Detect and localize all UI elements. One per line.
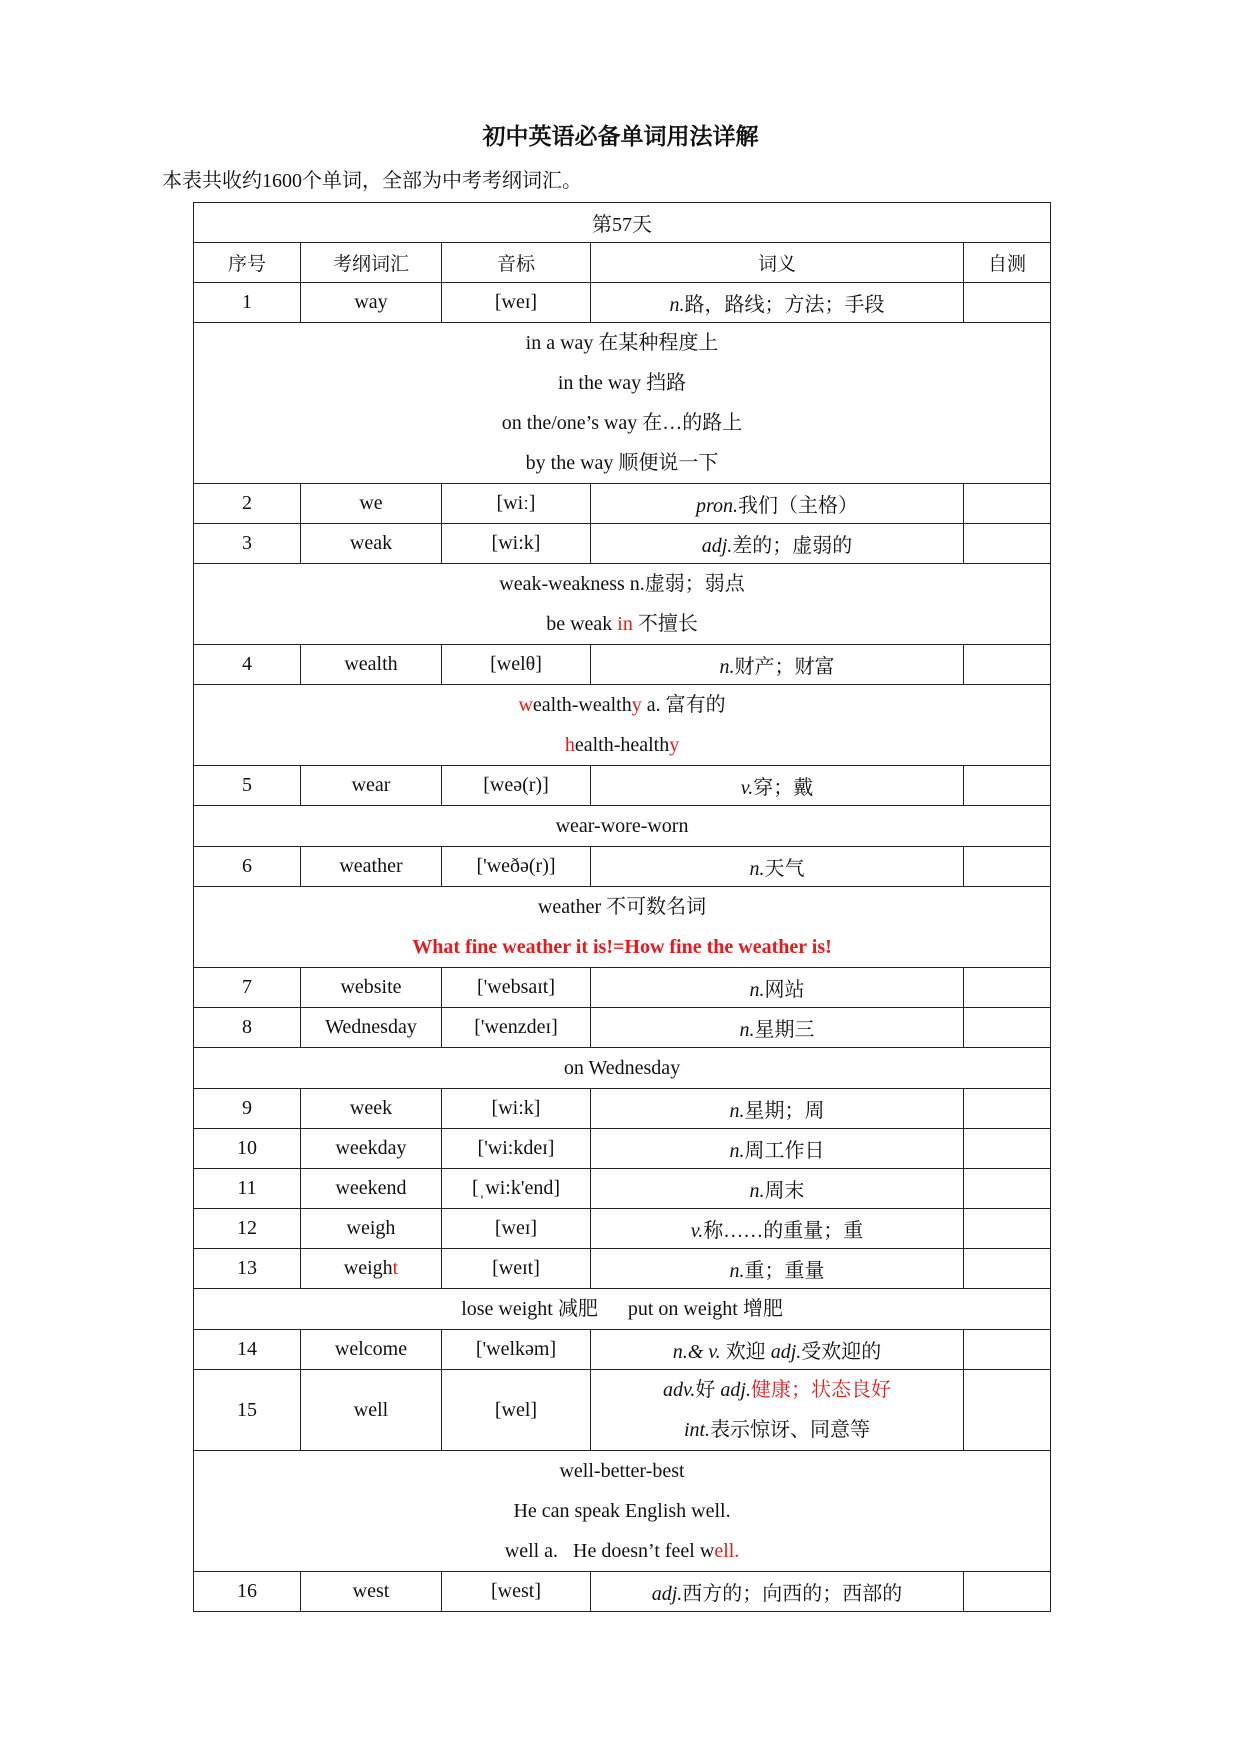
definition: 重；重量 — [744, 1260, 825, 1282]
part-of-speech: n. — [749, 979, 765, 1001]
col-header-ipa: 音标 — [442, 243, 591, 283]
col-header-no: 序号 — [194, 243, 301, 283]
word-meaning — [591, 1169, 964, 1209]
word-meaning — [591, 283, 964, 323]
self-test-cell[interactable] — [964, 645, 1051, 685]
word-row — [194, 1008, 1051, 1048]
word-row — [194, 1129, 1051, 1169]
definition: 周末 — [764, 1180, 805, 1202]
part-of-speech: n. — [719, 656, 735, 678]
word-meaning — [591, 847, 964, 887]
col-header-meaning: 词义 — [591, 243, 964, 283]
usage-notes-row — [194, 564, 1051, 645]
word-number: 1 — [194, 283, 301, 323]
vocab-word: we — [301, 484, 442, 524]
word-meaning — [591, 1572, 964, 1612]
phonetic: [weɪt] — [442, 1249, 591, 1289]
word-row — [194, 524, 1051, 564]
self-test-cell[interactable] — [964, 1249, 1051, 1289]
self-test-cell[interactable] — [964, 1330, 1051, 1370]
part-of-speech: n. — [729, 1260, 745, 1282]
usage-note: well-better-best — [559, 1460, 685, 1482]
usage-notes — [194, 685, 1051, 766]
part-of-speech: n. — [729, 1100, 745, 1122]
definition: 穿；戴 — [753, 777, 814, 799]
phonetic: [weə(r)] — [442, 766, 591, 806]
col-header-selftest: 自测 — [964, 243, 1051, 283]
part-of-speech: n. — [749, 858, 765, 880]
word-number: 15 — [194, 1370, 301, 1451]
word-row — [194, 645, 1051, 685]
phonetic: ['weðə(r)] — [442, 847, 591, 887]
word-number: 5 — [194, 766, 301, 806]
usage-note: in the way 挡路 — [557, 372, 687, 394]
vocab-word: weekend — [301, 1169, 442, 1209]
usage-notes-row — [194, 1289, 1051, 1330]
usage-note: weak-weakness n.虚弱；弱点 — [499, 573, 745, 595]
phonetic: [wel] — [442, 1370, 591, 1451]
definition: 称……的重量；重 — [703, 1220, 864, 1242]
usage-note: health-healthy — [564, 734, 680, 756]
vocab-word: well — [301, 1370, 442, 1451]
part-of-speech: adj. — [770, 1341, 802, 1363]
part-of-speech: adj. — [720, 1379, 751, 1401]
vocab-word: weigh — [301, 1209, 442, 1249]
self-test-cell[interactable] — [964, 1089, 1051, 1129]
definition: 星期三 — [754, 1019, 815, 1041]
definition: 路，路线；方法；手段 — [684, 294, 885, 316]
self-test-cell[interactable] — [964, 1169, 1051, 1209]
word-row — [194, 1089, 1051, 1129]
phonetic: [wiː] — [442, 484, 591, 524]
page-title: 初中英语必备单词用法详解 — [482, 124, 759, 150]
part-of-speech: n. — [739, 1019, 755, 1041]
definition: 表示惊讶、同意等 — [710, 1419, 871, 1441]
part-of-speech: int. — [683, 1419, 711, 1441]
word-number: 2 — [194, 484, 301, 524]
part-of-speech: v. — [690, 1220, 704, 1242]
usage-notes-row — [194, 685, 1051, 766]
word-number: 8 — [194, 1008, 301, 1048]
usage-notes — [194, 1289, 1051, 1330]
word-number: 16 — [194, 1572, 301, 1612]
part-of-speech: adj. — [701, 535, 733, 557]
word-number: 7 — [194, 968, 301, 1008]
part-of-speech: n. — [749, 1180, 765, 1202]
self-test-cell[interactable] — [964, 766, 1051, 806]
usage-note: on Wednesday — [563, 1057, 681, 1079]
usage-notes — [194, 887, 1051, 968]
vocab-word: west — [301, 1572, 442, 1612]
phonetic: ['wi:kdeɪ] — [442, 1129, 591, 1169]
word-meaning — [591, 1370, 964, 1451]
vocab-table — [193, 202, 1051, 1612]
word-row — [194, 1249, 1051, 1289]
usage-note: in a way 在某种程度上 — [525, 332, 719, 354]
definition: 网站 — [764, 979, 805, 1001]
definition: 欢迎 — [720, 1341, 771, 1363]
vocab-word: weather — [301, 847, 442, 887]
usage-notes — [194, 1451, 1051, 1572]
phonetic: [weɪ] — [442, 1209, 591, 1249]
definition: 健康；状态良好 — [750, 1379, 891, 1401]
word-meaning — [591, 968, 964, 1008]
word-number: 9 — [194, 1089, 301, 1129]
word-number: 10 — [194, 1129, 301, 1169]
word-row — [194, 1330, 1051, 1370]
word-row — [194, 1370, 1051, 1451]
usage-note: weather 不可数名词 — [537, 896, 707, 918]
usage-notes-row — [194, 806, 1051, 847]
usage-note: on the/one’s way 在…的路上 — [501, 412, 743, 434]
usage-note: be weak in 不擅长 — [546, 613, 698, 635]
phonetic: [west] — [442, 1572, 591, 1612]
phonetic: ['wenzdeɪ] — [442, 1008, 591, 1048]
intro-text: 本表共收约1600个单词，全部为中考考纲词汇。 — [162, 170, 582, 192]
self-test-cell[interactable] — [964, 847, 1051, 887]
vocab-word: weight — [301, 1249, 442, 1289]
word-number: 4 — [194, 645, 301, 685]
phonetic: ['websaɪt] — [442, 968, 591, 1008]
definition: 好 — [695, 1379, 721, 1401]
word-row — [194, 1169, 1051, 1209]
day-header: 第57天 — [194, 203, 1051, 243]
word-row — [194, 1209, 1051, 1249]
definition: 受欢迎的 — [801, 1341, 882, 1363]
usage-notes — [194, 806, 1051, 847]
word-meaning — [591, 1209, 964, 1249]
column-header-row — [194, 243, 1051, 283]
vocab-word: Wednesday — [301, 1008, 442, 1048]
vocab-word: welcome — [301, 1330, 442, 1370]
word-row — [194, 283, 1051, 323]
usage-notes — [194, 1048, 1051, 1089]
word-row — [194, 766, 1051, 806]
definition: 周工作日 — [744, 1140, 825, 1162]
vocab-word: wear — [301, 766, 442, 806]
usage-note: What fine weather it is!=How fine the weather is! — [412, 936, 832, 958]
usage-notes-row — [194, 323, 1051, 484]
part-of-speech: adv. — [663, 1379, 696, 1401]
definition: 西方的；向西的；西部的 — [682, 1583, 903, 1605]
usage-notes — [194, 564, 1051, 645]
phonetic: ['welkəm] — [442, 1330, 591, 1370]
part-of-speech: n. — [729, 1140, 745, 1162]
part-of-speech: n. — [669, 294, 685, 316]
word-meaning — [591, 1330, 964, 1370]
definition: 天气 — [764, 858, 805, 880]
part-of-speech: pron. — [695, 495, 739, 517]
word-number: 12 — [194, 1209, 301, 1249]
phonetic: [welθ] — [442, 645, 591, 685]
usage-notes-row — [194, 1048, 1051, 1089]
usage-notes-row — [194, 1451, 1051, 1572]
word-number: 13 — [194, 1249, 301, 1289]
word-number: 11 — [194, 1169, 301, 1209]
vocab-word: website — [301, 968, 442, 1008]
word-row — [194, 1572, 1051, 1612]
word-meaning — [591, 1089, 964, 1129]
vocab-word: weak — [301, 524, 442, 564]
usage-notes — [194, 323, 1051, 484]
self-test-cell[interactable] — [964, 1008, 1051, 1048]
word-meaning — [591, 524, 964, 564]
word-number: 3 — [194, 524, 301, 564]
word-meaning — [591, 766, 964, 806]
usage-note: lose weight 减肥 put on weight 增肥 — [461, 1298, 783, 1320]
self-test-cell[interactable] — [964, 524, 1051, 564]
word-meaning — [591, 645, 964, 685]
vocab-word: week — [301, 1089, 442, 1129]
definition: 星期；周 — [744, 1100, 825, 1122]
part-of-speech: v. — [740, 777, 754, 799]
word-meaning — [591, 484, 964, 524]
self-test-cell[interactable] — [964, 484, 1051, 524]
usage-note: well a. He doesn’t feel well. — [504, 1540, 740, 1562]
word-row — [194, 968, 1051, 1008]
self-test-cell[interactable] — [964, 1209, 1051, 1249]
vocab-word: weekday — [301, 1129, 442, 1169]
self-test-cell[interactable] — [964, 1370, 1051, 1451]
definition: 差的；虚弱的 — [732, 535, 853, 557]
col-header-word: 考纲词汇 — [301, 243, 442, 283]
usage-note: wealth-wealthy a. 富有的 — [518, 694, 726, 716]
word-meaning — [591, 1008, 964, 1048]
phonetic: [weɪ] — [442, 283, 591, 323]
word-meaning — [591, 1249, 964, 1289]
self-test-cell[interactable] — [964, 283, 1051, 323]
usage-note: wear-wore-worn — [555, 815, 689, 837]
word-row — [194, 847, 1051, 887]
phonetic: [wi:k] — [442, 524, 591, 564]
word-row — [194, 484, 1051, 524]
word-number: 6 — [194, 847, 301, 887]
usage-note: by the way 顺便说一下 — [525, 452, 719, 474]
part-of-speech: adj. — [651, 1583, 683, 1605]
vocab-word: wealth — [301, 645, 442, 685]
definition: 我们（主格） — [738, 495, 859, 517]
word-meaning — [591, 1129, 964, 1169]
self-test-cell[interactable] — [964, 1129, 1051, 1169]
part-of-speech: n.& v. — [672, 1341, 721, 1363]
word-number: 14 — [194, 1330, 301, 1370]
usage-note: He can speak English well. — [513, 1500, 731, 1522]
vocab-word: way — [301, 283, 442, 323]
phonetic: [ˌwi:k'end] — [442, 1169, 591, 1209]
phonetic: [wi:k] — [442, 1089, 591, 1129]
self-test-cell[interactable] — [964, 1572, 1051, 1612]
usage-notes-row — [194, 887, 1051, 968]
definition: 财产；财富 — [734, 656, 835, 678]
self-test-cell[interactable] — [964, 968, 1051, 1008]
